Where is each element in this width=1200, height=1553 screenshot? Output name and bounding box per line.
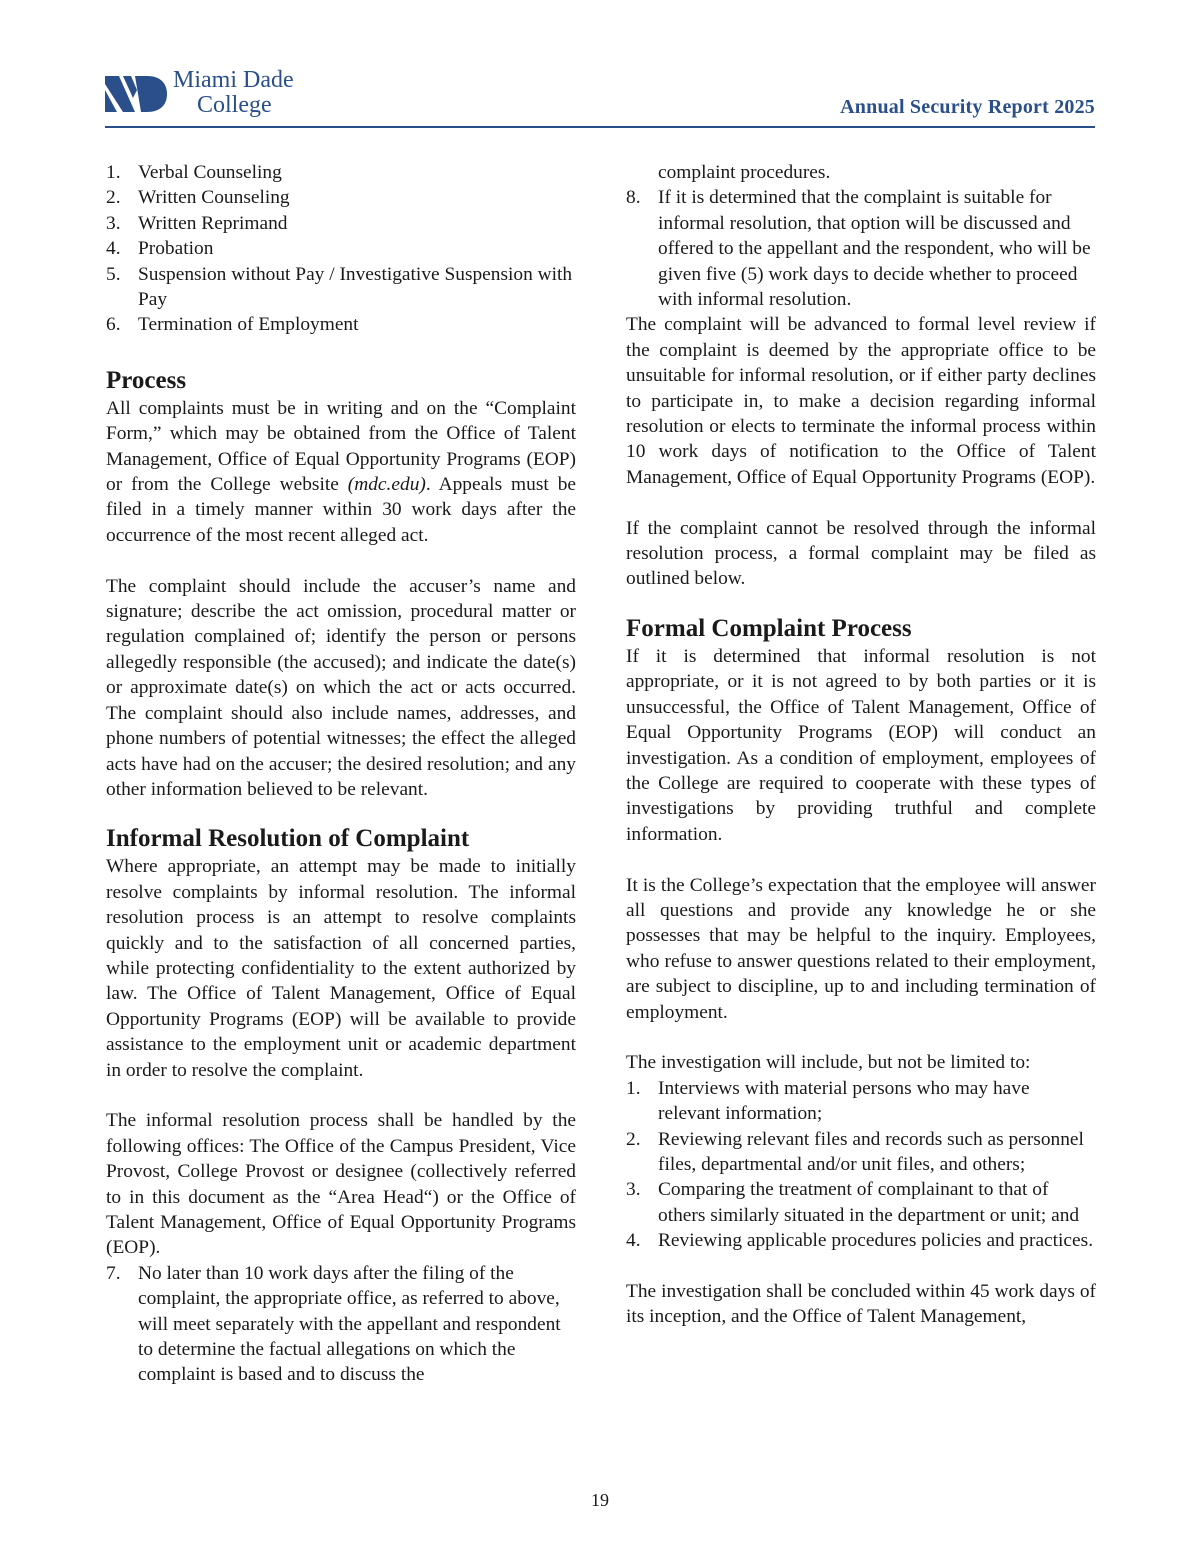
list-item	[106, 160, 576, 185]
list-text: Probation	[138, 238, 214, 260]
list-text: If it is determined that the complaint is suitable for informal resolution, that option will be discussed and offered to the appellant and the respondent, who will be given five (5) work days to decide whether to proceed with informal resolution.	[658, 187, 1091, 311]
process-heading: Process	[106, 366, 187, 394]
list-item	[626, 1228, 1096, 1253]
list-text: Reviewing applicable procedures policies and practices.	[658, 1230, 1094, 1252]
logo-line-1: Miami Dade	[173, 67, 294, 93]
right-column	[626, 160, 1096, 1330]
list-text: No later than 10 work days after the filing of the complaint, the appropriate office, as referred to above, will meet separately with the appellant and respondent to determine the factual allegations on which the complaint is based and to discuss the	[138, 1262, 561, 1386]
list-item	[626, 185, 1096, 312]
list-number: 4.	[106, 238, 121, 260]
list-number: 2.	[626, 1128, 641, 1150]
page-header	[105, 66, 1095, 128]
formal-complaint-heading: Formal Complaint Process	[626, 614, 912, 642]
informal-paragraph-2: The informal resolution process shall be handled by the following offices: The Office of the Campus President, Vice Provost, College Provost or designee (collectively referred to in this document as the “Area Head“) or the Office of Talent Management, Office of Equal Opportunity Programs (EOP).	[106, 1110, 576, 1259]
list-text: Verbal Counseling	[138, 162, 282, 183]
concluded-paragraph: The investigation shall be concluded within 45 work days of its inception, and the Office of Talent Management,	[626, 1281, 1096, 1328]
list-number: 5.	[106, 263, 121, 285]
list-number: 3.	[626, 1179, 641, 1201]
procedure-list-continued	[626, 160, 1096, 312]
process-paragraph-2: The complaint should include the accuser’s name and signature; describe the act omission, procedural matter or regulation complained of; identify the person or persons allegedly responsible (the accused); and indicate the date(s) or approximate date(s) on which the act or acts occurred. The complaint should also include names, addresses, and phone numbers of potential witnesses; the effect the alleged acts have had on the accuser; the desired resolution; and any other information believed to be relevant.	[106, 575, 576, 800]
list-number: 7.	[106, 1262, 121, 1284]
list-number: 6.	[106, 314, 121, 336]
formal-paragraph-1: If it is determined that informal resolution is not appropriate, or it is not agreed to by both parties or it is unsuccessful, the Office of Talent Management, Office of Equal Opportunity Programs (EOP) will conduct an investigation. As a condition of employment, employees of the College are required to cooperate with these types of investigations by providing truthful and complete information.	[626, 645, 1096, 845]
list-item	[106, 185, 576, 210]
list-text: Reviewing relevant files and records such as personnel files, departmental and/or unit files, and others;	[658, 1128, 1084, 1175]
list-number: 1.	[106, 162, 121, 183]
informal-resolution-heading: Informal Resolution of Complaint	[106, 825, 470, 853]
list-text: complaint procedures.	[658, 162, 831, 183]
page-number: 19	[591, 1490, 609, 1510]
left-column	[106, 160, 576, 1388]
college-logo	[105, 67, 405, 126]
list-item-continued	[626, 160, 1096, 185]
college-logo-mark	[105, 70, 167, 118]
list-text: Written Counseling	[138, 187, 290, 209]
list-item	[106, 262, 576, 313]
advance-paragraph: The complaint will be advanced to formal level review if the complaint is deemed by the appropriate office to be unsuitable for informal resolution, or if either party declines to participate in, to make a decision regarding informal resolution or elects to terminate the informal process within 10 work days of notification to the Office of Talent Management, Office of Equal Opportunity Programs (EOP).	[626, 314, 1096, 488]
list-number: 1.	[626, 1077, 641, 1099]
website-link[interactable]: (mdc.edu)	[347, 474, 426, 496]
list-item	[106, 211, 576, 236]
list-text: Written Reprimand	[138, 212, 288, 234]
logo-line-2: College	[197, 92, 272, 118]
procedure-list	[106, 1261, 576, 1388]
list-text: Termination of Employment	[138, 314, 359, 336]
list-item	[106, 312, 576, 337]
header-divider	[105, 126, 1095, 128]
process-paragraph-1	[106, 396, 576, 548]
sanctions-list	[106, 160, 576, 338]
process-text-end: . Appeals must be filed in a timely manner within 30 work days after the occurrence of the most recent alleged act.	[106, 474, 577, 546]
list-number: 4.	[626, 1230, 641, 1252]
list-item	[626, 1127, 1096, 1178]
list-item	[106, 236, 576, 261]
formal-paragraph-2: It is the College’s expectation that the employee will answer all questions and provide any knowledge he or she possesses that may be helpful to the inquiry. Employees, who refuse to answer questions related to their employment, are subject to discipline, up to and including termination of employment.	[626, 874, 1096, 1023]
informal-paragraph-1: Where appropriate, an attempt may be made to initially resolve complaints by informal resolution. The informal resolution process is an attempt to resolve complaints quickly and to the satisfaction of all concerned parties, while protecting confidentiality to the extent authorized by law. The Office of Talent Management, Office of Equal Opportunity Programs (EOP) will be available to provide assistance to the employment unit or academic department in order to resolve the complaint.	[106, 856, 576, 1081]
process-text: All complaints must be in writing and on the “Complaint Form,” which may be obtained from the Office of Talent Management, Office of Equal Opportunity Programs (EOP) or from the College website	[106, 397, 576, 496]
list-item	[626, 1076, 1096, 1127]
investigation-list	[626, 1076, 1096, 1254]
list-item	[626, 1177, 1096, 1228]
list-number: 8.	[626, 187, 641, 209]
list-number: 2.	[106, 187, 121, 209]
list-number: 3.	[106, 212, 121, 234]
list-text: Comparing the treatment of complainant to that of others similarly situated in the department or unit; and	[658, 1179, 1080, 1226]
report-title: Annual Security Report 2025	[840, 96, 1095, 118]
list-text: Suspension without Pay / Investigative Suspension with Pay	[138, 263, 573, 311]
list-text: Interviews with material persons who may have relevant information;	[658, 1077, 1030, 1125]
logo-wordmark	[173, 68, 294, 118]
unresolved-paragraph: If the complaint cannot be resolved through the informal resolution process, a formal complaint may be filed as outlined below.	[626, 517, 1096, 590]
list-item	[106, 1261, 576, 1388]
investigation-intro: The investigation will include, but not be limited to:	[626, 1052, 1031, 1074]
